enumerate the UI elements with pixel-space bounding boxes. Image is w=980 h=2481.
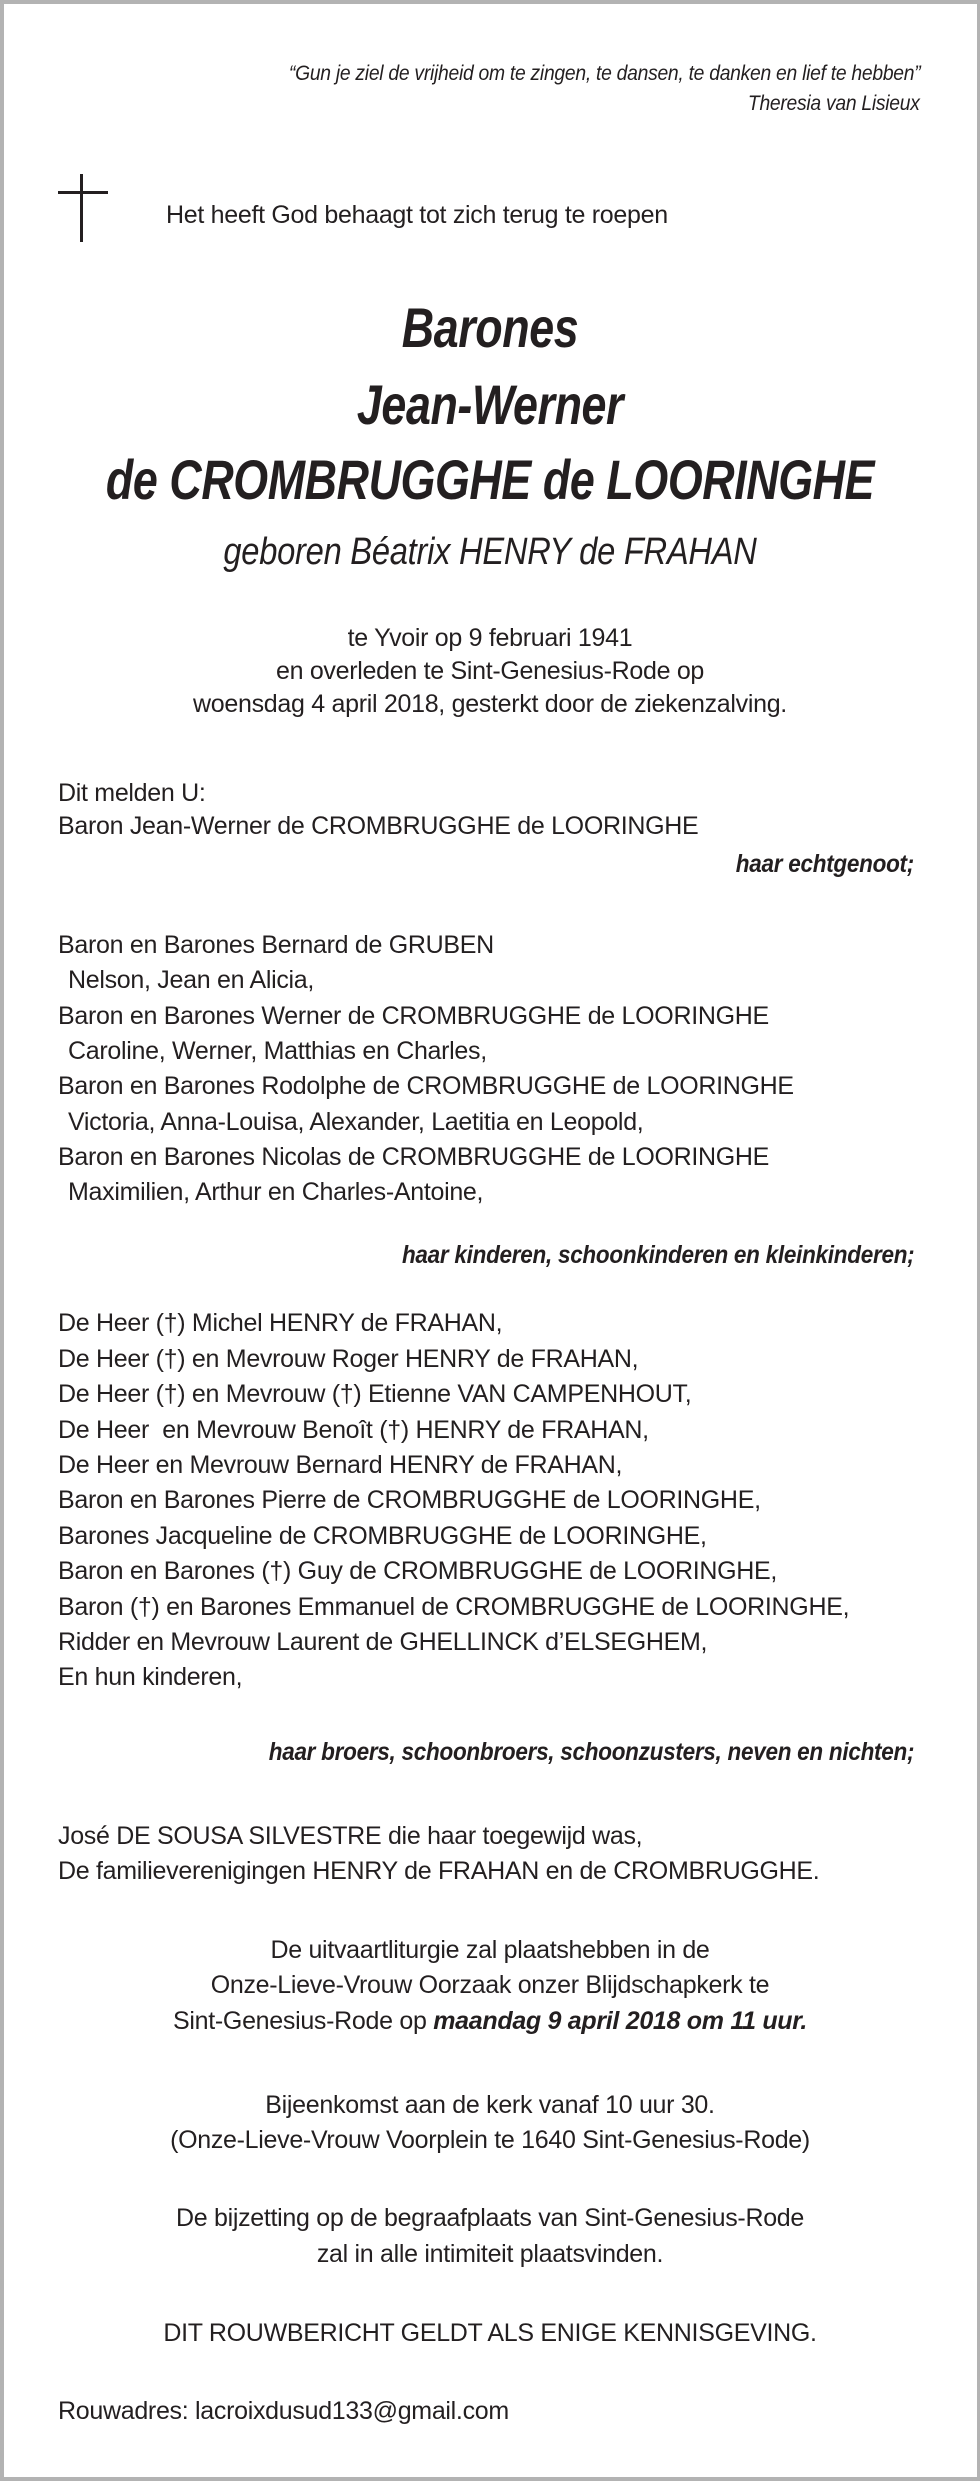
funeral-date-line bbox=[40, 2003, 940, 2039]
spouse-name: Baron Jean-Werner de CROMBRUGGHE de LOORINGHE bbox=[58, 812, 699, 840]
sibling-line: De Heer en Mevrouw Bernard HENRY de FRAHAN, bbox=[58, 1451, 623, 1479]
sibling-line: De Heer (†) Michel HENRY de FRAHAN, bbox=[58, 1309, 503, 1337]
burial-line: De bijzetting op de begraafplaats van Sint-Genesius-Rode bbox=[175, 2204, 805, 2232]
grandchildren-line: Caroline, Werner, Matthias en Charles, bbox=[68, 1037, 487, 1065]
sibling-line: Baron en Barones (†) Guy de CROMBRUGGHE de LOORINGHE, bbox=[58, 1557, 778, 1585]
gathering-line: Bijeenkomst aan de kerk vanaf 10 uur 30. bbox=[265, 2091, 715, 2119]
death-date-line: woensdag 4 april 2018, gesterkt door de ziekenzalving. bbox=[193, 690, 787, 718]
child-line: Baron en Barones Rodolphe de CROMBRUGGHE de LOORINGHE bbox=[58, 1072, 794, 1100]
gathering-address: (Onze-Lieve-Vrouw Voorplein te 1640 Sint-Genesius-Rode) bbox=[170, 2126, 810, 2154]
announce-intro: Dit melden U: bbox=[58, 779, 206, 807]
sibling-line: De Heer en Mevrouw Benoît (†) HENRY de FRAHAN, bbox=[58, 1416, 649, 1444]
title-barones: Barones bbox=[401, 296, 579, 359]
child-line: Baron en Barones Nicolas de CROMBRUGGHE de LOORINGHE bbox=[58, 1143, 770, 1171]
other-line: De familieverenigingen HENRY de FRAHAN en de CROMBRUGGHE. bbox=[58, 1857, 820, 1885]
sibling-line: Baron en Barones Pierre de CROMBRUGGHE de LOORINGHE, bbox=[58, 1486, 761, 1514]
title-family-name: de CROMBRUGGHE de LOORINGHE bbox=[105, 448, 875, 511]
funeral-line: De uitvaartliturgie zal plaatshebben in de bbox=[270, 1936, 710, 1964]
burial-line: zal in alle intimiteit plaatsvinden. bbox=[316, 2240, 664, 2268]
sibling-line: De Heer (†) en Mevrouw Roger HENRY de FRAHAN, bbox=[58, 1345, 639, 1373]
cross-icon bbox=[58, 174, 108, 242]
intro-text: Het heeft God behaagt tot zich terug te roepen bbox=[166, 201, 668, 229]
sibling-line: De Heer (†) en Mevrouw (†) Etienne VAN CAMPENHOUT, bbox=[58, 1380, 692, 1408]
death-line: en overleden te Sint-Genesius-Rode op bbox=[275, 657, 705, 685]
funeral-place: Sint-Genesius-Rode op bbox=[173, 2007, 434, 2035]
birth-name: geboren Béatrix HENRY de FRAHAN bbox=[223, 531, 757, 573]
quote-author: Theresia van Lisieux bbox=[748, 92, 920, 115]
sibling-line: Ridder en Mevrouw Laurent de GHELLINCK d’ELSEGHEM, bbox=[58, 1628, 708, 1656]
funeral-datetime: maandag 9 april 2018 om 11 uur. bbox=[433, 2007, 807, 2035]
notice-line: DIT ROUWBERICHT GELDT ALS ENIGE KENNISGEVING. bbox=[163, 2319, 817, 2347]
birth-line: te Yvoir op 9 februari 1941 bbox=[347, 624, 633, 652]
quote-text: “Gun je ziel de vrijheid om te zingen, te dansen, te danken en lief te hebben” bbox=[288, 62, 920, 85]
spouse-label: haar echtgenoot; bbox=[735, 850, 914, 878]
child-line: Baron en Barones Bernard de GRUBEN bbox=[58, 931, 494, 959]
siblings-label: haar broers, schoonbroers, schoonzusters, neven en nichten; bbox=[268, 1738, 914, 1766]
grandchildren-line: Victoria, Anna-Louisa, Alexander, Laetitia en Leopold, bbox=[68, 1108, 644, 1136]
title-first-name: Jean-Werner bbox=[356, 373, 624, 436]
grandchildren-line: Nelson, Jean en Alicia, bbox=[68, 966, 315, 994]
sibling-line: Barones Jacqueline de CROMBRUGGHE de LOORINGHE, bbox=[58, 1522, 707, 1550]
sibling-line: Baron (†) en Barones Emmanuel de CROMBRUGGHE de LOORINGHE, bbox=[58, 1593, 850, 1621]
child-line: Baron en Barones Werner de CROMBRUGGHE de LOORINGHE bbox=[58, 1002, 769, 1030]
children-label: haar kinderen, schoonkinderen en kleinkinderen; bbox=[401, 1241, 914, 1269]
funeral-line: Onze-Lieve-Vrouw Oorzaak onzer Blijdschapkerk te bbox=[210, 1971, 770, 1999]
grandchildren-line: Maximilien, Arthur en Charles-Antoine, bbox=[68, 1178, 484, 1206]
sibling-line: En hun kinderen, bbox=[58, 1663, 243, 1691]
other-line: José DE SOUSA SILVESTRE die haar toegewijd was, bbox=[58, 1822, 643, 1850]
mourning-address: Rouwadres: lacroixdusud133@gmail.com bbox=[58, 2397, 509, 2425]
